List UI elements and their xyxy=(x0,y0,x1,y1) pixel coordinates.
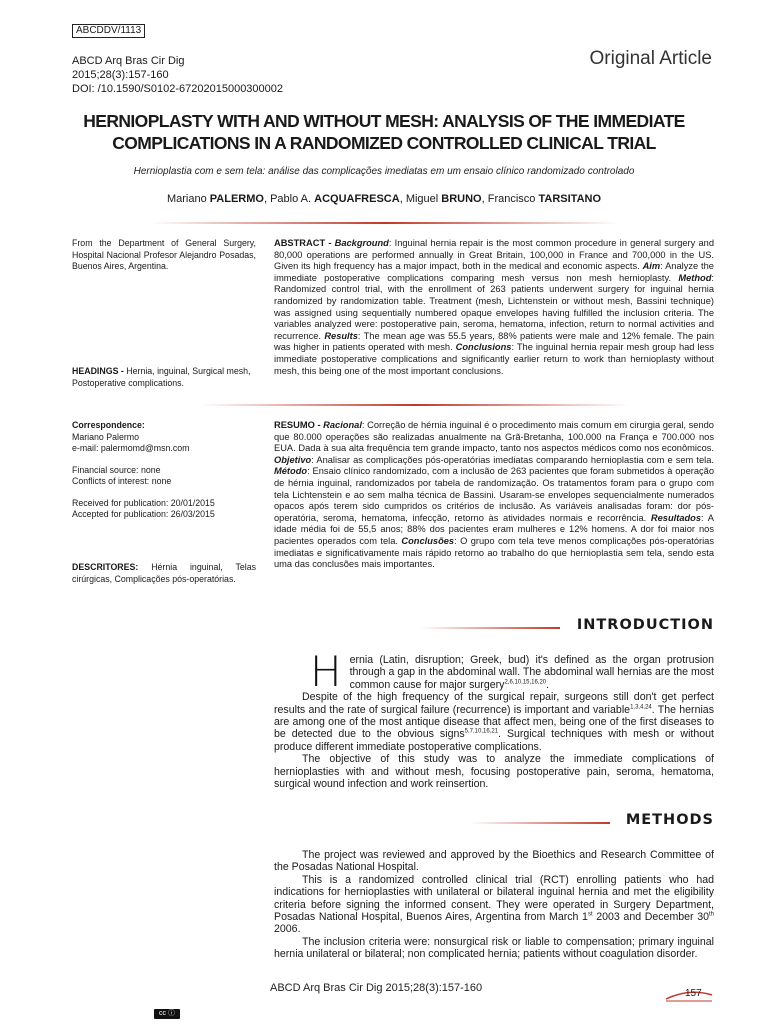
journal-info xyxy=(72,54,283,96)
methods-p2-text: 2003 and December 30 xyxy=(592,911,709,924)
citation-ref: 5,7,10,16,21 xyxy=(464,728,499,735)
intro-p2-text: . Surgical techniques with mesh or without produce different immediate postoperative complications. xyxy=(274,728,714,753)
headings-text: Hernia, inguinal, Surgical mesh, Postoperative complications. xyxy=(72,366,251,388)
abstract-method: : Randomized control trial, with the enrollment of 263 patients underwent surgery for inguinal hernia randomized by randomization table. Treatment (mesh, Lichtenstein or without mesh, Bassini technique) was assigned using sequentially numbered opaque envelopes having fulfilled the inclusion criteria. The variables analyzed were: postoperative pain, seroma, hematoma, infection, return to normal activities and recurrence. xyxy=(274,272,714,341)
author-last: ACQUAFRESCA xyxy=(314,193,400,205)
article-title xyxy=(50,110,718,154)
resumo-metodo: : Ensaio clínico randomizado, com a inclusão de 263 pacientes que foram submetidos à operação de hérnia inguinal, randomizados por tabela de randomização. Os tratamentos foram para o grupo com tela Lichtenstein e ao sem malha técnica de Bassini. Usaram-se envelopes sequencialmente numerados opacos após terem sido cumpridos os critérios de inclusão. As variáveis analisadas foram: dor pós-operatória, seroma, hematoma, infecção, retorno às atividades normais e recorrência. xyxy=(274,466,714,523)
correspondence-name: Mariano Palermo xyxy=(72,431,139,442)
resumo-metodo-label: Método xyxy=(274,466,308,477)
article-type: Original Article xyxy=(589,48,712,69)
descritores-text: Hérnia inguinal, Telas cirúrgicas, Complicações pós-operatórias. xyxy=(72,562,256,584)
article-title-line2: COMPLICATIONS IN A RANDOMIZED CONTROLLED CLINICAL TRIAL xyxy=(112,133,656,153)
citation-ref: 2,6,10,15,16,20 xyxy=(504,679,547,686)
financial-source: Financial source: none xyxy=(72,464,161,475)
author-sep: , xyxy=(263,193,271,205)
abstract-lead: ABSTRACT - xyxy=(274,238,335,248)
intro-p2-text: . The hernias are among one of the most antique disease that affect men, being one of the first diseases to be detected due to the obvious signs xyxy=(274,703,714,741)
author-first: Francisco xyxy=(487,193,539,205)
abstract-background-label: Background xyxy=(334,238,389,248)
resumo-conclusoes-label: Conclusões xyxy=(401,535,455,546)
resumo-lead: RESUMO - xyxy=(274,420,324,430)
methods-rule xyxy=(470,822,610,824)
abstract-method-label: Method xyxy=(678,272,712,283)
abstract-aim: : Analyze the immediate postoperative complications comparing mesh versus non mesh hernioplasty. xyxy=(274,261,714,283)
introduction-text xyxy=(274,647,714,791)
article-subtitle: Hernioplastia com e sem tela: análise das complicações imediatas em um ensaio clínico randomizado controlado xyxy=(133,166,635,177)
footer-citation: ABCD Arq Bras Cir Dig 2015;28(3):157-160 xyxy=(270,982,483,994)
correspondence-block xyxy=(72,420,256,521)
author-sep: , xyxy=(481,193,488,205)
abstract xyxy=(274,238,714,377)
abstract-divider xyxy=(200,404,630,406)
author-first: Miguel xyxy=(405,193,442,205)
intro-paragraph-2 xyxy=(274,691,714,753)
resumo xyxy=(274,420,714,571)
ordinal-suffix: st xyxy=(587,911,593,918)
page-number: 157 xyxy=(685,988,702,999)
methods-paragraph-3: The inclusion criteria were: nonsurgical risk or liable to compensation; primary inguinal hernia unilateral or bilateral; non complicated hernia; patients without coagulation disorder. xyxy=(274,935,714,961)
abstract-aim-label: Aim xyxy=(642,261,661,272)
methods-p2-text: This is a randomized controlled clinical trial (RCT) enrolling patients who had indications for hernioplasties with unilateral or bilateral inguinal hernia and met the eligibility criteria before signing the informed consent. They were operated in Surgery Department, Posadas National Hospital, Buenos Aires, Argentina from March 1 xyxy=(274,873,714,924)
article-title-line1: HERNIOPLASTY WITH AND WITHOUT MESH: ANALYSIS OF THE IMMEDIATE xyxy=(83,111,685,131)
intro-p2-text: Despite of the high frequency of the surgical repair, surgeons still don't get perfect results and the rate of surgical failure (recurrence) is important and variable xyxy=(274,691,714,716)
methods-p2-text: 2006. xyxy=(274,923,301,936)
abstract-results: : The mean age was 55.5 years, 88% patients were male and 12% female. The pain was higher in patients operated with mesh. xyxy=(274,330,714,353)
abstract-conclusions-label: Conclusions xyxy=(455,342,512,353)
methods-paragraph-1: The project was reviewed and approved by the Bioethics and Research Committee of the Posadas National Hospital. xyxy=(274,849,714,874)
resumo-resultados: : A idade média foi de 55,5 anos; 88% dos pacientes eram mulheres e 12% homens. A dor foi maior nos pacientes operados com tela. xyxy=(274,512,714,546)
resumo-racional: : Correção de hérnia inguinal é o procedimento mais comum em cirurgia geral, sendo que 80.000 operações são realizadas anualmente na Grã-Bretanha, 100.000 na França e 700.000 nos EUA. Dada à sua alta frequência tem grande impacto, tanto nos aspectos médicos como nos econômicos. xyxy=(274,420,714,454)
abstract-conclusions: : The inguinal hernia repair mesh group had less immediate postoperative complications and significantly earlier return to work than hernioplasty without mesh, this being one of the most important conclusions. xyxy=(274,342,714,376)
title-divider xyxy=(150,222,620,224)
accepted-date: Accepted for publication: 26/03/2015 xyxy=(72,509,215,519)
received-date: Received for publication: 20/01/2015 xyxy=(72,497,215,508)
abstract-background: : Inguinal hernia repair is the most common procedure in general surgery and 80,000 operations are performed annually in Great Britain, 100,000 in France and 700,000 in the US. Given its high frequency has a major impact, both in the medical and economic aspects. xyxy=(274,238,714,272)
citation-ref: 1,3,4,24 xyxy=(630,704,652,711)
methods-text xyxy=(274,849,714,961)
introduction-heading: INTRODUCTION xyxy=(576,617,714,633)
resumo-resultados-label: Resultados xyxy=(650,512,702,523)
resumo-conclusoes: : O grupo com tela teve menos complicações pós-operatórias imediatas e significativamente mais rápido retorno ao trabalho do que hernioplastia sem tela, sendo esta uma das conclusões mais importantes. xyxy=(274,535,714,570)
ordinal-suffix: th xyxy=(708,911,714,918)
methods-paragraph-2 xyxy=(274,874,714,936)
abstract-results-label: Results xyxy=(324,330,358,341)
creative-commons-license-icon[interactable]: cc ⓘ xyxy=(154,1009,180,1019)
journal-doi[interactable]: DOI: /10.1590/S0102-67202015000300002 xyxy=(72,83,284,95)
intro-p1-text: ernia (Latin, disruption; Greek, bud) it's defined as the organ protrusion through a gap in the abdominal wall. The abdominal wall hernias are the most common cause for major surgery xyxy=(349,654,714,691)
author-last: TARSITANO xyxy=(538,193,602,205)
methods-heading: METHODS xyxy=(625,812,714,828)
intro-paragraph-1: ernia (Latin, disruption; Greek, bud) it's defined as the organ protrusion through a gap in the abdominal wall. The abdominal wall hernias are the most common cause for major surgery$^{2,6,10,15,16,20}$. xyxy=(349,654,714,691)
author-last: PALERMO xyxy=(209,193,264,205)
author-list xyxy=(50,193,718,205)
descritores-label: DESCRITORES: xyxy=(72,562,152,572)
introduction-rule xyxy=(420,627,560,629)
journal-name: ABCD Arq Bras Cir Dig xyxy=(72,55,185,67)
resumo-objetivo: : Analisar as complicações pós-operatórias imediatas comparando hernioplastia com e sem tela. xyxy=(311,454,714,465)
conflicts-of-interest: Conflicts of interest: none xyxy=(72,476,172,486)
headings-label: HEADINGS - xyxy=(72,366,127,376)
headings-block xyxy=(72,366,256,389)
author-first: Pablo A. xyxy=(270,193,315,205)
dropcap-letter: H xyxy=(310,647,342,696)
resumo-racional-label: Racional xyxy=(323,420,362,430)
intro-paragraph-3: The objective of this study was to analyze the immediate complications of hernioplasties with and without mesh, focusing postoperative pain, seroma, hematoma, surgical wound infection and work reinsertion. xyxy=(274,753,714,791)
affiliation: From the Department of General Surgery, Hospital Nacional Profesor Alejandro Posadas, Buenos Aires, Argentina. xyxy=(72,238,256,271)
correspondence-label: Correspondence: xyxy=(72,420,145,430)
descritores-block xyxy=(72,562,256,585)
journal-tag: ABCDDV/1113 xyxy=(72,24,145,38)
author-first: Mariano xyxy=(166,193,210,205)
author-last: BRUNO xyxy=(441,193,482,205)
journal-volume: 2015;28(3):157-160 xyxy=(72,69,169,81)
author-sep: , xyxy=(399,193,406,205)
correspondence-email[interactable]: e-mail: palermomd@msn.com xyxy=(72,443,190,453)
resumo-objetivo-label: Objetivo xyxy=(274,454,312,465)
